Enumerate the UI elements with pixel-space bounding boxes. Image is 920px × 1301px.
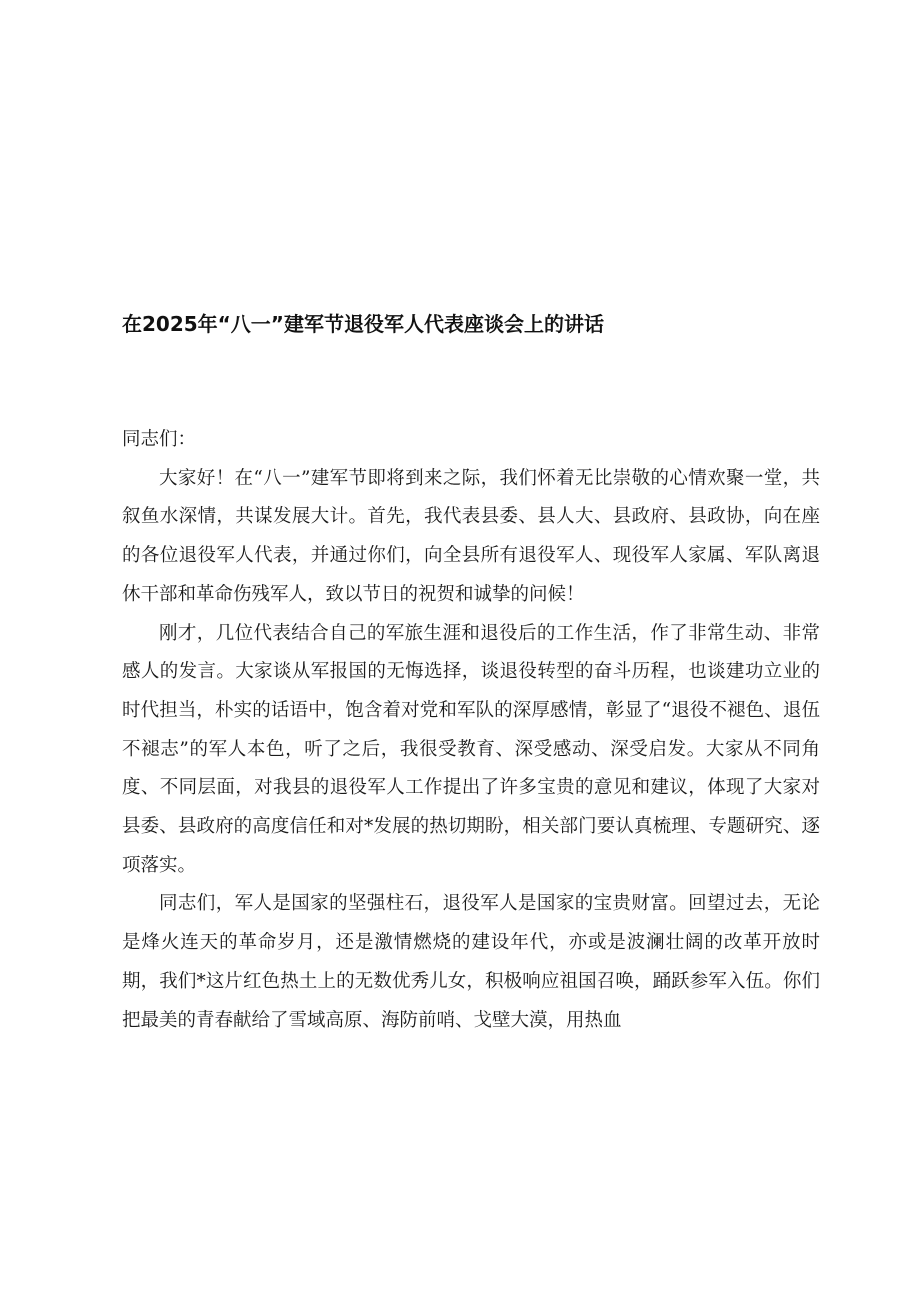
paragraph-veterans-wealth: 同志们，军人是国家的坚强柱石，退役军人是国家的宝贵财富。回望过去，无论是烽火连天的革命岁月，还是激情燃烧的建设年代，亦或是波澜壮阔的改革开放时期，我们*这片红色热土上的无数优秀儿女，积极响应祖国召唤，踊跃参军入伍。你们把最美的青春献给了雪域高原、海防前哨、戈壁大漠，用热血 bbox=[122, 893, 820, 1031]
paragraph-greeting: 大家好！在“八一”建军节即将到来之际，我们怀着无比崇敬的心情欢聚一堂，共叙鱼水深情，共谋发展大计。首先，我代表县委、县人大、县政府、县政协，向在座的各位退役军人代表，并通过你们，向全县所有退役军人、现役军人家属、军队离退休干部和革命伤残军人，致以节日的祝贺和诚挚的问候！ bbox=[122, 467, 820, 605]
document-body bbox=[122, 421, 820, 1040]
salutation: 同志们： bbox=[122, 429, 197, 450]
document-title: 在2025年“八一”建军节退役军人代表座谈会上的讲话 bbox=[122, 312, 604, 336]
paragraph-representatives: 刚才，几位代表结合自己的军旅生涯和退役后的工作生活，作了非常生动、非常感人的发言。大家谈从军报国的无悔选择，谈退役转型的奋斗历程，也谈建功立业的时代担当，朴实的话语中，饱含着对党和军队的深厚感情，彰显了“退役不褪色、退伍不褪志”的军人本色，听了之后，我很受教育、深受感动、深受启发。大家从不同角度、不同层面，对我县的退役军人工作提出了许多宝贵的意见和建议，体现了大家对县委、县政府的高度信任和对*发展的热切期盼，相关部门要认真梳理、专题研究、逐项落实。 bbox=[122, 622, 820, 876]
